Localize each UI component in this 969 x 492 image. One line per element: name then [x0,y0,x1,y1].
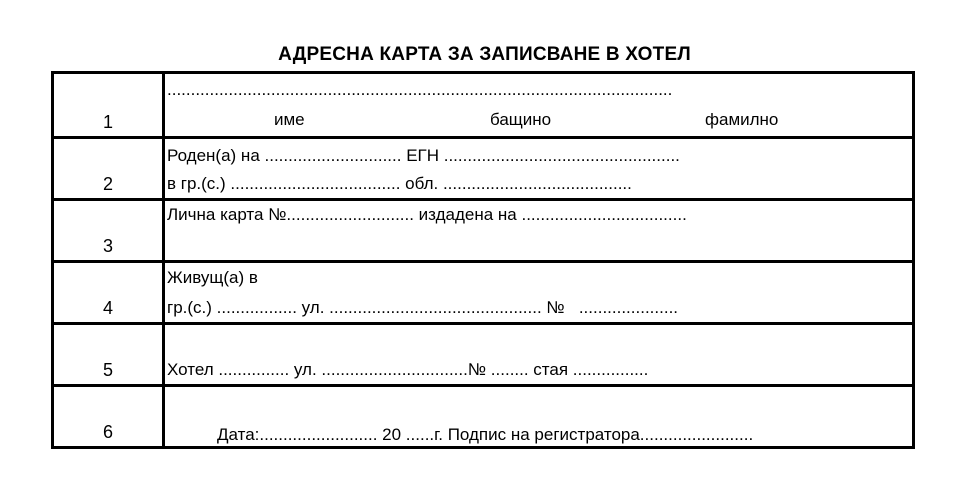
row-number-cell [54,263,165,322]
form-row-6 [54,384,912,446]
row-number-cell [54,325,165,384]
row-number-cell [54,201,165,260]
row-content [167,139,912,198]
row-number-cell [54,74,165,136]
first-name-label: име [274,110,305,129]
row-number: 1 [102,112,113,132]
row-number: 6 [102,422,113,442]
row-content [167,325,912,384]
date-signature-line[interactable]: Дата:......................... 20 ......г. Подпис на регистратора........................ [217,425,754,444]
form-row-4 [54,260,912,322]
birth-date-egn-line[interactable]: Роден(а) на ............................. ЕГН .................................................. [167,146,680,165]
form-row-5 [54,322,912,384]
middle-name-label: бащино [490,110,552,129]
residence-address-line[interactable]: гр.(с.) ................. ул. ............................................. № ..................... [167,298,679,317]
form-title: АДРЕСНА КАРТА ЗА ЗАПИСВАНЕ В ХОТЕЛ [278,44,691,65]
row-content [167,387,912,446]
hotel-address-line[interactable]: Хотел ............... ул. ...............................№ ........ стая ................ [167,360,649,379]
form-row-3 [54,198,912,260]
hotel-registration-form [51,71,915,449]
id-card-line[interactable]: Лична карта №........................... издадена на ................................... [167,205,687,224]
row-number: 5 [102,360,113,380]
residence-label: Живущ(а) в [167,268,258,287]
row-content [167,74,912,136]
form-row-2 [54,136,912,198]
row-number: 4 [102,298,113,318]
row-number-cell [54,139,165,198]
form-row-1 [54,74,912,136]
row-number: 3 [102,236,113,256]
last-name-label: фамилно [705,110,779,129]
name-dotted-line[interactable]: ........................................................................................................... [167,80,673,99]
birth-place-line[interactable]: в гр.(с.) .................................... обл. ........................................ [167,174,632,193]
row-number-cell [54,387,165,446]
row-content [167,263,912,322]
row-number: 2 [102,174,113,194]
row-content [167,201,912,260]
